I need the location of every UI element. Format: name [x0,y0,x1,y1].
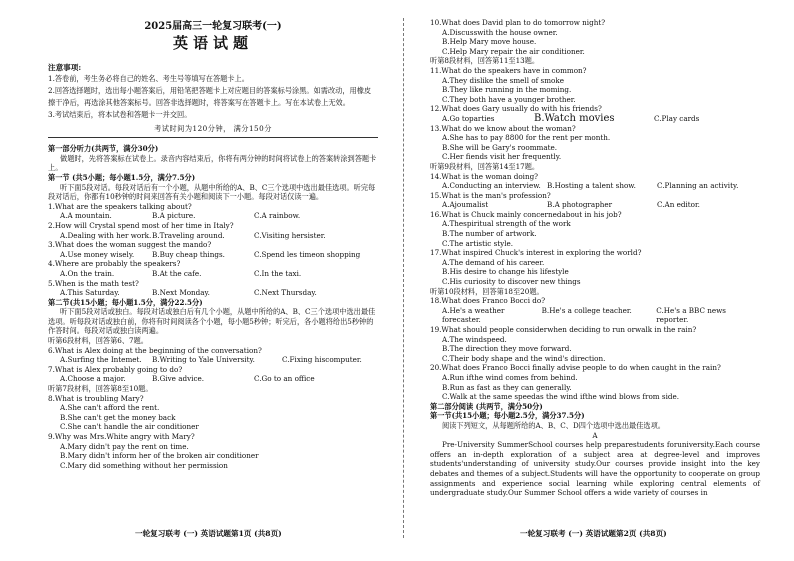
question-4 [48,259,378,278]
question-stem: 7.What is Alex probably going to do? [48,364,183,374]
option-a: A.Conducting an interview. [442,181,541,191]
option-c: C.In the taxi. [254,268,302,278]
option-b: B.She will be Gary's roommate. [442,142,558,152]
option-a: A.He's a weather forecaster. [442,305,505,325]
option-a: A.Dealing with her work. [60,230,152,240]
option-b: B.Run as fast as they can generally. [442,382,572,392]
question-20 [430,363,760,401]
option-b: B.Buy cheap things. [152,249,225,259]
passage-label: A [592,430,598,440]
option-b: B.Help Mary move house. [442,37,537,47]
option-a: A.Use money wisely. [60,249,135,259]
notice-item: 2.回答选择题时，选出每小题答案后，用铅笔把答题卡上对应题目的答案标号涂黑。如需改动，用橡皮擦干净后，再选涂其他答案标号。回答非选择题时，将答案写在答题卡上。写在本试卷上无效。 [48,85,372,107]
option-c: C.Go to an office [254,374,315,384]
column-divider [403,18,405,538]
option-a: A.On the train. [60,268,115,278]
option-a: A.Go toparties [442,113,495,123]
part1-section1-instructions: 听下面5段对话。每段对话后有一个小题，从题中所给的A、B、C三个选项中选出最佳选项。听完每段对话后，你都有10秒钟的时间来回答有关小题和阅读下一小题。每段对话仅读一遍。 [48,182,376,202]
option-c: C.Play cards [654,113,700,123]
option-b: B.Writing to Yale University. [152,355,255,365]
option-b: B.She can't get the money back [60,412,176,422]
divider [48,137,378,138]
question-stem: 2.How will Crystal spend most of her time in Italy? [48,220,234,230]
footer-left: 一轮复习联考 (一) 英语试题第1页 (共8页) [135,529,282,538]
question-2 [48,221,378,240]
right-column [430,18,760,498]
footer-right: 一轮复习联考 (一) 英语试题第2页 (共8页) [520,529,667,538]
option-a: A.Run ifthe wind comes from behind. [442,372,578,382]
question-stem: 5.When is the math test? [48,278,139,288]
option-b: B.His desire to change his lifestyle [442,267,569,277]
option-b: B.He's a college teacher. [541,305,632,315]
part2-title: 第二部分阅读 (共两节，满分50分) [430,401,543,411]
exam-title-top: 2025届高三一轮复习联考(一) [144,21,282,32]
question-stem: 20.What does Franco Bocci finally advise people to do when caught in the rain? [430,363,721,373]
question-stem: 10.What does David plan to do tomorrow night? [430,18,606,27]
material-7-note: 听第7段材料，回答第8至10题。 [48,384,153,394]
question-10 [430,18,760,56]
option-c: C.Fixing hiscomputer. [282,355,362,365]
question-stem: 9.Why was Mrs.White angry with Mary? [48,432,195,441]
option-a: A.Choose a major. [60,374,126,384]
part1-instructions: 做题时，先将答案标在试卷上。录音内容结束后，你将有两分钟的时间将试卷上的答案转涂到答题卡上。 [48,153,377,173]
question-5 [48,279,378,298]
option-a: A.Discusswith the house owner. [442,27,558,37]
option-b: B.At the cafe. [152,268,202,278]
option-c: C.An editor. [657,200,700,210]
question-stem: 19.What should people considerwhen deciding to run orwalk in the rain? [430,325,697,334]
option-c: C.He's a BBC news reporter. [656,305,726,325]
part2-instructions: 阅读下列短文，从每题所给的A、B、C、D四个选项中选出最佳选项。 [442,420,665,430]
option-b: B.Mary didn't inform her of the broken air conditioner [60,451,259,461]
question-stem: 8.What is troubling Mary? [48,393,144,403]
option-b: B.The number of artwork. [442,229,537,239]
question-16 [430,210,760,248]
question-stem: 13.What do we know about the woman? [430,123,576,133]
question-stem: 1.What are the speakers talking about? [48,201,192,211]
question-3 [48,240,378,259]
option-c: C.Help Mary repair the air conditioner. [442,46,585,56]
question-stem: 12.What does Gary usually do with his friends? [430,104,602,114]
question-14 [430,172,760,191]
left-column [48,18,378,470]
question-18 [430,296,760,325]
question-8 [48,394,378,432]
notice-list [48,73,378,121]
option-a: A.The windspeed. [442,334,507,344]
part1-section1-title: 第一节 (共5小题；每小题1.5分，满分7.5分) [48,172,196,182]
question-12 [430,104,760,123]
material-8-note: 听第8段材料，回答第11至13题。 [430,56,540,66]
exam-title-main: 英语试题 [172,34,253,52]
part1-section2-instructions: 听下面5段对话或独白。每段对话或独白后有几个小题，从题中所给的A、B、C三个选项中选出最佳选项。听每段对话或独白前，你将有时间阅读各个小题，每小题5秒钟；听完后，各小题将给出5秒钟的作答时间。每段对话或独白读两遍。 [48,307,376,336]
question-stem: 11.What do the speakers have in common? [430,65,587,75]
question-stem: 15.What is the man's profession? [430,190,551,200]
option-b: B.A photographer [547,200,613,210]
option-a: A.The demand of his career. [442,257,545,267]
option-a: A.This Saturday. [60,288,120,298]
option-c: C.Her fiends visit her frequently. [442,152,562,162]
exam-time: 考试时间为120分钟， 满分150分 [154,123,272,133]
option-c: C.Visiting hersister. [254,230,326,240]
question-stem: 6.What is Alex doing at the beginning of the conversation? [48,345,262,355]
question-7 [48,365,378,384]
question-9 [48,432,378,470]
question-1 [48,202,378,221]
question-17 [430,248,760,286]
option-c: C.Their body shape and the wind's direction. [442,353,606,363]
option-c: C.Spend les timeon shopping [254,249,361,259]
option-b: B.Watch movies [534,112,615,124]
question-stem: 17.What inspired Chuck's interest in exploring the world? [430,248,642,258]
option-a: A.Thespiritual strength of the work [442,219,571,229]
question-stem: 18.What does Franco Bocci do? [430,296,546,306]
option-c: C.Next Thursday. [254,288,317,298]
passage-text: Pre-University SummerSchool courses help preparestudents foruniversity.Each course offers an in-depth exploration of a subject area at degree-level and improves students'understanding of university study.Our courses provide insight into the key debates and themes of a subject.Students will have the opportunity to cooperate on group assignments and experience social learning while exploring central elements of undergraduate study.Our Summer School offers a wide variety of courses in [430,440,760,498]
option-c: C.A rainbow. [254,211,301,221]
option-a: A.They dislike the smell of smoke [442,75,564,85]
option-a: A.She has to pay 8800 for the rent per month. [442,133,611,143]
option-b: B.Traveling around. [152,230,225,240]
option-c: C.The artistic style. [442,238,514,248]
option-a: A.Surfing the Intemet. [60,355,142,365]
question-6 [48,346,378,365]
option-b: B.The direction they move forward. [442,344,572,354]
question-stem: 3.What does the woman suggest the mando? [48,240,212,250]
material-9-note: 听第9段材料，回答第14至17题。 [430,161,540,171]
material-6-note: 听第6段材料，回答第6、7题。 [48,336,148,346]
notice-heading: 注意事项: [48,63,82,72]
part1-title: 第一部分听力(共两节，满分30分) [48,144,159,154]
question-stem: 16.What is Chuck mainly concernedabout in his job? [430,209,622,219]
option-b: B.Hosting a talent show. [547,181,636,191]
question-11 [430,66,760,104]
option-a: A.A mountain. [60,211,112,221]
option-a: A.Mary didn't pay the rent on time. [60,441,189,451]
question-19 [430,325,760,363]
option-c: C.They both have a younger brother. [442,94,576,104]
question-stem: 4.Where are probably the speakers? [48,259,181,269]
option-a: A.She can't afford the rent. [60,403,160,413]
notice-item: 3.考试结束后，将本试卷和答题卡一并交回。 [48,109,192,119]
option-b: B.A picture. [152,211,196,221]
option-c: C.His curiosity to discover new things [442,277,581,287]
question-15 [430,191,760,210]
option-c: C.She can't handle the air conditioner [60,422,199,432]
option-c: C.Walk at the same speedas the wind ifthe wind blows from side. [442,392,680,402]
part2-section1-title: 第一节(共15小题；每小题2.5分，满分37.5分) [430,411,585,421]
question-stem: 14.What is the woman doing? [430,171,539,181]
option-b: B.Next Monday. [152,288,210,298]
option-b: B.They like running in the moming. [442,85,572,95]
material-10-note: 听第10段材料，回答第18至20题。 [430,286,544,296]
question-13 [430,124,760,162]
option-b: B.Give advice. [152,374,205,384]
option-c: C.Mary did something without her permission [60,460,228,470]
option-a: A.Ajoumalist [442,200,489,210]
part1-section2-title: 第二节(共15小题；每小题1.5分，满分22.5分) [48,297,203,307]
notice-item: 1.答卷前，考生务必将自己的姓名、考生号等填写在答题卡上。 [48,73,249,83]
option-c: C.Planning an activity. [657,181,739,191]
